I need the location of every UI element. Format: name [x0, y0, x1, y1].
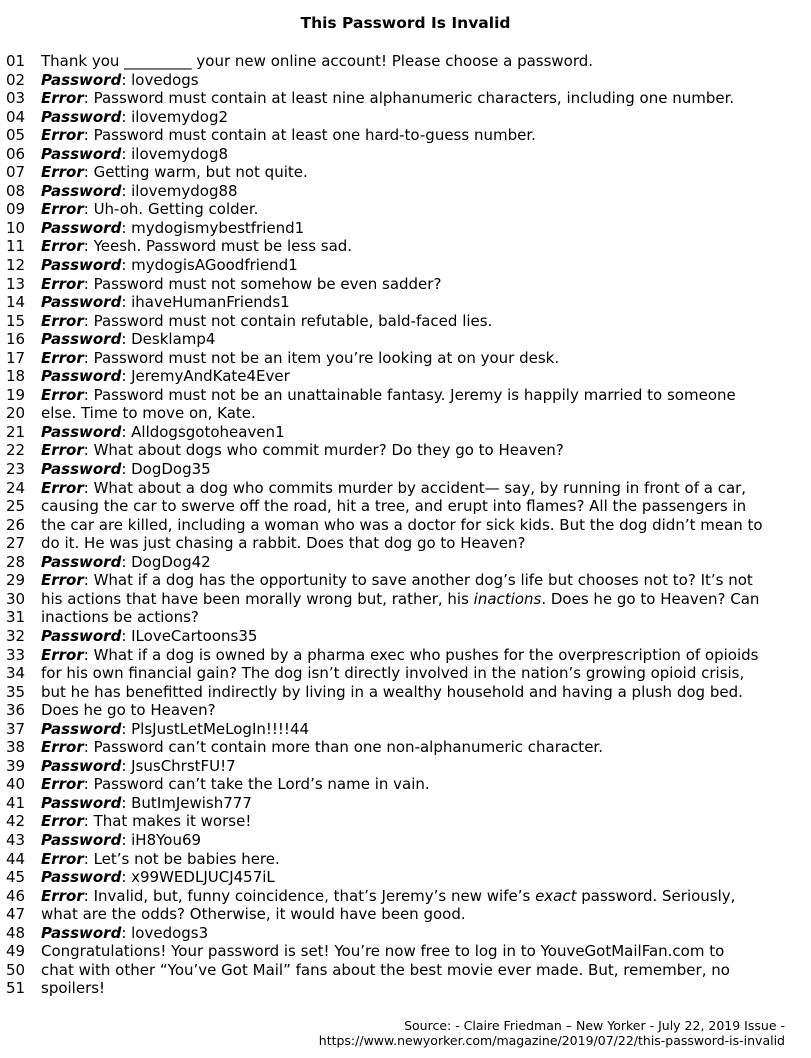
page-title: This Password Is Invalid [300, 14, 511, 32]
text-line [6, 237, 806, 256]
line-number: 14 [6, 293, 26, 312]
numbered-lines [6, 52, 806, 998]
speaker-label: Password [41, 181, 122, 200]
line-number: 23 [6, 460, 26, 479]
text-line [6, 664, 806, 683]
text-segment: : That makes it worse! [83, 812, 252, 831]
line-number: 42 [6, 812, 26, 831]
text-segment: Does he go to Heaven? [41, 701, 216, 720]
line-text [41, 367, 806, 386]
text-line [6, 534, 806, 553]
text-segment: : x99WEDLJUCJ457iL [121, 868, 275, 887]
line-text [41, 831, 806, 850]
speaker-label: Error [41, 571, 84, 590]
emphasis-text: inactions [473, 589, 542, 608]
line-number: 20 [6, 404, 26, 423]
line-number: 17 [6, 348, 26, 367]
text-segment: : ButImJewish777 [121, 793, 252, 812]
text-segment: : Password must contain at least one hard-to-guess number. [83, 126, 536, 145]
text-segment: : Password must not be an unattainable fantasy. Jeremy is happily married to someone [83, 385, 736, 404]
line-number: 49 [6, 942, 26, 961]
speaker-label: Error [41, 89, 84, 108]
line-number: 43 [6, 830, 26, 849]
line-text [41, 145, 806, 164]
line-number: 01 [6, 52, 26, 70]
line-text [41, 812, 806, 831]
text-segment: Congratulations! Your password is set! You’re now free to log in to YouveGotMailFan.com to [41, 942, 725, 961]
text-line [6, 423, 806, 442]
line-text [41, 349, 806, 368]
text-line [6, 108, 806, 127]
text-segment: : DogDog35 [121, 460, 211, 479]
line-number: 06 [6, 144, 26, 163]
text-segment: password. Seriously, [576, 886, 736, 905]
text-segment: inactions be actions? [41, 608, 199, 627]
text-line [6, 701, 806, 720]
line-text [41, 404, 806, 423]
line-text [41, 887, 806, 906]
speaker-label: Password [41, 719, 122, 738]
line-number: 47 [6, 905, 26, 924]
speaker-label: Password [41, 830, 122, 849]
speaker-label: Error [41, 200, 84, 219]
line-text [41, 961, 806, 980]
speaker-label: Password [41, 107, 122, 126]
text-line [6, 441, 806, 460]
line-number: 07 [6, 163, 26, 182]
line-text [41, 720, 806, 739]
line-number: 35 [6, 682, 26, 701]
speaker-label: Error [41, 738, 84, 757]
text-segment: : JeremyAndKate4Ever [121, 367, 290, 386]
text-line [6, 126, 806, 145]
line-text [41, 516, 806, 535]
text-line [6, 312, 806, 331]
text-line [6, 775, 806, 794]
speaker-label: Error [41, 849, 84, 868]
text-segment: : mydogisAGoodfriend1 [121, 256, 298, 275]
line-number: 27 [6, 534, 26, 553]
source-line: Source: - Claire Friedman – New Yorker - July 22, 2019 Issue - [404, 1018, 785, 1033]
text-segment: : Password must not somehow be even sadder? [83, 274, 442, 293]
text-segment: do it. He was just chasing a rabbit. Does that dog go to Heaven? [41, 534, 526, 553]
text-segment: : iH8You69 [121, 830, 202, 849]
speaker-label: Error [41, 274, 84, 293]
line-number: 41 [6, 793, 26, 812]
text-segment: : Getting warm, but not quite. [83, 163, 308, 182]
text-segment: : Password can’t take the Lord’s name in vain. [83, 775, 430, 794]
text-segment: : ilovemydog88 [121, 181, 238, 200]
speaker-label: Password [41, 367, 122, 386]
speaker-label: Password [41, 626, 122, 645]
line-text [41, 683, 806, 702]
text-line [6, 571, 806, 590]
text-segment: . Does he go to Heaven? Can [541, 589, 760, 608]
line-number: 21 [6, 422, 26, 441]
speaker-label: Error [41, 478, 84, 497]
source-citation [319, 1018, 785, 1048]
text-segment: the car are killed, including a woman who was a doctor for sick kids. But the dog didn’t mean to [41, 515, 763, 534]
speaker-label: Password [41, 460, 122, 479]
line-text [41, 479, 806, 498]
text-segment: : Desklamp4 [121, 330, 216, 349]
line-text [41, 646, 806, 665]
line-number: 26 [6, 515, 26, 534]
line-number: 18 [6, 367, 26, 386]
speaker-label: Password [41, 144, 122, 163]
line-number: 25 [6, 497, 26, 516]
text-line [6, 479, 806, 498]
line-number: 12 [6, 256, 26, 275]
speaker-label: Error [41, 812, 84, 831]
line-text [41, 627, 806, 646]
line-number: 29 [6, 571, 26, 590]
line-text [41, 868, 806, 887]
line-number: 36 [6, 701, 26, 720]
line-text [41, 219, 806, 238]
text-line [6, 145, 806, 164]
line-text [41, 664, 806, 683]
text-segment: : ihaveHumanFriends1 [121, 293, 290, 312]
text-line [6, 460, 806, 479]
text-line [6, 163, 806, 182]
line-number: 02 [6, 70, 26, 89]
text-line [6, 850, 806, 869]
emphasis-text: exact [535, 886, 577, 905]
line-number: 11 [6, 237, 26, 256]
text-line [6, 293, 806, 312]
text-line [6, 275, 806, 294]
text-segment: : mydogismybestfriend1 [121, 218, 305, 237]
line-number: 32 [6, 626, 26, 645]
speaker-label: Error [41, 237, 84, 256]
line-text [41, 905, 806, 924]
line-text [41, 237, 806, 256]
line-text [41, 89, 806, 108]
text-segment: for his own financial gain? The dog isn’t directly involved in the nation’s growing opioid crisis, [41, 664, 745, 683]
text-segment: : Password can’t contain more than one non-alphanumeric character. [83, 738, 603, 757]
line-number: 40 [6, 775, 26, 794]
text-segment: what are the odds? Otherwise, it would have been good. [41, 905, 466, 924]
text-line [6, 182, 806, 201]
line-text [41, 608, 806, 627]
line-number: 28 [6, 552, 26, 571]
line-text [41, 163, 806, 182]
text-segment: : What if a dog has the opportunity to save another dog’s life but chooses not to? It’s not [83, 571, 753, 590]
text-segment: his actions that have been morally wrong but, rather, his [41, 589, 474, 608]
line-text [41, 553, 806, 572]
text-line [6, 757, 806, 776]
text-line [6, 367, 806, 386]
line-number: 10 [6, 218, 26, 237]
line-text [41, 850, 806, 869]
line-number: 45 [6, 868, 26, 887]
text-segment: : What about a dog who commits murder by accident— say, by running in front of a car, [83, 478, 747, 497]
text-line [6, 590, 806, 609]
text-segment: Thank you _________ your new online account! Please choose a password. [41, 52, 594, 70]
speaker-label: Error [41, 645, 84, 664]
text-segment: but he has benefitted indirectly by living in a wealthy household and having a plush dog bed. [41, 682, 743, 701]
text-segment: : PlsJustLetMeLogIn!!!!44 [121, 719, 310, 738]
text-segment: : lovedogs3 [121, 923, 209, 942]
line-text [41, 590, 806, 609]
text-segment: else. Time to move on, Kate. [41, 404, 256, 423]
speaker-label: Error [41, 348, 84, 367]
line-text [41, 942, 806, 961]
speaker-label: Error [41, 886, 84, 905]
text-line [6, 553, 806, 572]
text-segment: : ilovemydog2 [121, 107, 229, 126]
speaker-label: Password [41, 422, 122, 441]
text-line [6, 905, 806, 924]
line-text [41, 256, 806, 275]
line-number: 33 [6, 645, 26, 664]
text-line [6, 831, 806, 850]
line-number: 08 [6, 181, 26, 200]
text-line [6, 516, 806, 535]
speaker-label: Password [41, 923, 122, 942]
line-number: 24 [6, 478, 26, 497]
text-line [6, 646, 806, 665]
text-line [6, 924, 806, 943]
speaker-label: Password [41, 70, 122, 89]
text-segment: : ILoveCartoons35 [121, 626, 258, 645]
speaker-label: Password [41, 756, 122, 775]
line-text [41, 275, 806, 294]
line-number: 05 [6, 126, 26, 145]
text-line [6, 52, 806, 71]
speaker-label: Password [41, 868, 122, 887]
line-number: 13 [6, 274, 26, 293]
line-text [41, 701, 806, 720]
line-text [41, 738, 806, 757]
speaker-label: Error [41, 441, 84, 460]
line-text [41, 423, 806, 442]
line-text [41, 386, 806, 405]
text-line [6, 219, 806, 238]
source-url: https://www.newyorker.com/magazine/2019/07/22/this-password-is-invalid [318, 1033, 785, 1048]
line-text [41, 52, 806, 71]
line-number: 31 [6, 608, 26, 627]
text-line [6, 720, 806, 739]
line-number: 30 [6, 589, 26, 608]
text-line [6, 961, 806, 980]
line-text [41, 293, 806, 312]
line-text [41, 794, 806, 813]
text-line [6, 627, 806, 646]
text-line [6, 89, 806, 108]
text-line [6, 608, 806, 627]
line-text [41, 126, 806, 145]
speaker-label: Password [41, 793, 122, 812]
line-text [41, 534, 806, 553]
speaker-label: Error [41, 163, 84, 182]
text-line [6, 794, 806, 813]
speaker-label: Error [41, 775, 84, 794]
line-number: 50 [6, 960, 26, 979]
text-segment: : Password must not contain refutable, bald-faced lies. [83, 311, 493, 330]
line-number: 03 [6, 89, 26, 108]
line-number: 22 [6, 441, 26, 460]
line-text [41, 460, 806, 479]
line-number: 51 [6, 979, 26, 998]
text-segment: : lovedogs [121, 70, 199, 89]
line-text [41, 200, 806, 219]
line-text [41, 571, 806, 590]
line-number: 09 [6, 200, 26, 219]
line-number: 38 [6, 738, 26, 757]
line-text [41, 441, 806, 460]
text-line [6, 497, 806, 516]
speaker-label: Password [41, 552, 122, 571]
text-line [6, 683, 806, 702]
line-text [41, 108, 806, 127]
text-line [6, 404, 806, 423]
text-segment: : What if a dog is owned by a pharma exec who pushes for the overprescription of opioids [83, 645, 759, 664]
line-text [41, 757, 806, 776]
text-segment: chat with other “You’ve Got Mail” fans about the best movie ever made. But, remember, no [41, 960, 730, 979]
line-text [41, 312, 806, 331]
line-text [41, 979, 806, 998]
text-segment: : DogDog42 [121, 552, 211, 571]
text-line [6, 256, 806, 275]
text-line [6, 71, 806, 90]
line-number: 16 [6, 330, 26, 349]
text-line [6, 386, 806, 405]
line-number: 04 [6, 107, 26, 126]
text-segment: : ilovemydog8 [121, 144, 229, 163]
text-segment: : Password must not be an item you’re looking at on your desk. [83, 348, 560, 367]
line-number: 39 [6, 756, 26, 775]
text-segment: : What about dogs who commit murder? Do they go to Heaven? [83, 441, 564, 460]
speaker-label: Password [41, 293, 122, 312]
text-segment: : Alldogsgotoheaven1 [121, 422, 285, 441]
text-line [6, 738, 806, 757]
line-text [41, 182, 806, 201]
speaker-label: Error [41, 126, 84, 145]
text-segment: : Invalid, but, funny coincidence, that’s Jeremy’s new wife’s [83, 886, 536, 905]
speaker-label: Error [41, 311, 84, 330]
text-segment: causing the car to swerve off the road, hit a tree, and erupt into flames? All the passengers in [41, 497, 747, 516]
line-number: 46 [6, 886, 26, 905]
speaker-label: Password [41, 330, 122, 349]
text-line [6, 349, 806, 368]
text-segment: : Let’s not be babies here. [83, 849, 280, 868]
line-number: 44 [6, 849, 26, 868]
text-line [6, 979, 806, 998]
line-text [41, 71, 806, 90]
line-text [41, 497, 806, 516]
text-line [6, 942, 806, 961]
line-text [41, 775, 806, 794]
speaker-label: Password [41, 256, 122, 275]
line-text [41, 924, 806, 943]
speaker-label: Error [41, 385, 84, 404]
speaker-label: Password [41, 218, 122, 237]
text-line [6, 200, 806, 219]
line-number: 34 [6, 664, 26, 683]
text-line [6, 868, 806, 887]
line-text [41, 330, 806, 349]
text-line [6, 887, 806, 906]
line-number: 48 [6, 923, 26, 942]
line-number: 15 [6, 311, 26, 330]
text-segment: : Password must contain at least nine alphanumeric characters, including one number. [83, 89, 735, 108]
text-segment: : Uh-oh. Getting colder. [83, 200, 259, 219]
text-segment: : Yeesh. Password must be less sad. [83, 237, 353, 256]
line-number: 37 [6, 719, 26, 738]
line-number: 19 [6, 385, 26, 404]
text-segment: spoilers! [41, 979, 106, 998]
text-line [6, 812, 806, 831]
text-segment: : JsusChrstFU!7 [121, 756, 236, 775]
text-line [6, 330, 806, 349]
